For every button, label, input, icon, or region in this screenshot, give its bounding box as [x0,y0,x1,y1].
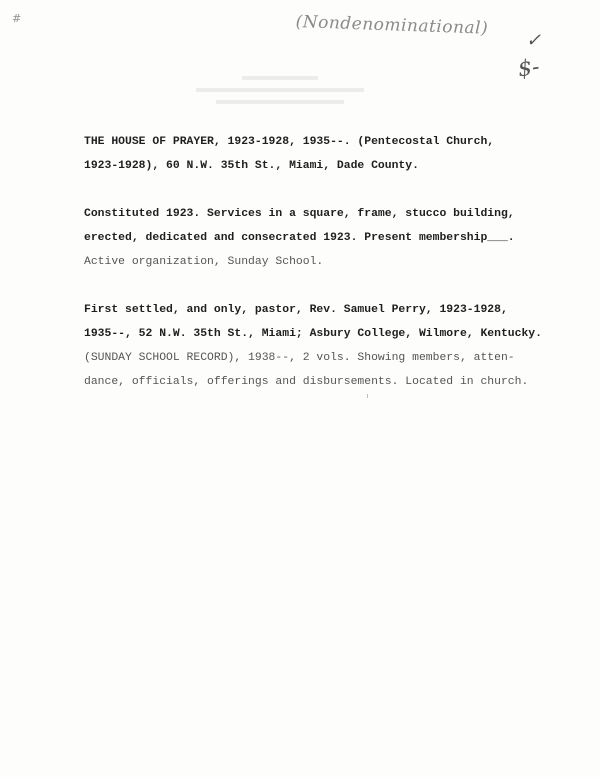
text-line: First settled, and only, pastor, Rev. Samuel Perry, 1923-1928, [84,304,508,316]
text-line: Active organization, Sunday School. [84,256,324,268]
paragraph-gap [84,178,584,202]
corner-mark: # [12,12,22,25]
dollar-mark: $- [516,54,542,83]
stray-mark [367,394,368,398]
text-line: 1923-1928), 60 N.W. 35th St., Miami, Dade County. [84,160,419,172]
text-line: 1935--, 52 N.W. 35th St., Miami; Asbury College, Wilmore, Kentucky. [84,328,542,340]
text-line: erected, dedicated and consecrated 1923. Present membership___. [84,232,515,244]
paragraph-church-name [84,130,584,178]
paragraph-gap [84,274,584,298]
handwritten-annotation [296,12,586,82]
paragraph-history [84,202,584,274]
show-through-bleed [180,74,380,114]
handwritten-note: (Nondenominational) [295,12,489,39]
text-line: (SUNDAY SCHOOL RECORD), 1938--, 2 vols. Showing members, atten- [84,352,515,364]
text-line: THE HOUSE OF PRAYER, 1923-1928, 1935--. (Pentecostal Church, [84,136,495,148]
text-line: dance, officials, offerings and disbursements. Located in church. [84,376,529,388]
bleed-marks [180,74,380,110]
check-mark: ✓ [526,30,542,51]
paragraph-pastor-records [84,298,584,394]
document-body [84,130,584,394]
text-line: Constituted 1923. Services in a square, frame, stucco building, [84,208,515,220]
